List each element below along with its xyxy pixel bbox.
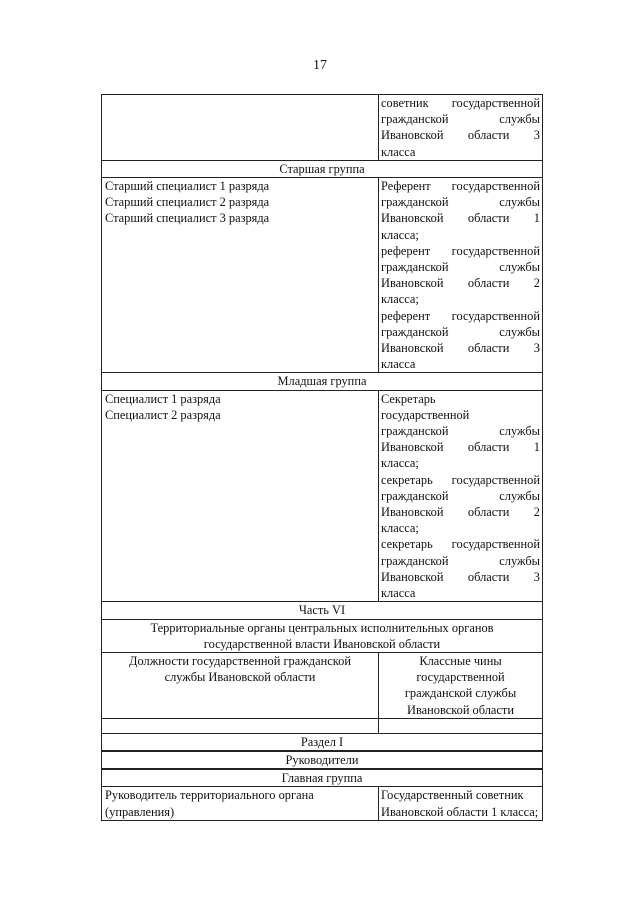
table-row: [101, 94, 543, 160]
position-cell: [102, 391, 379, 602]
table-row: [101, 786, 543, 820]
rank-cell: [379, 787, 542, 819]
rank-line: класса: [381, 357, 416, 372]
position-cell: [102, 178, 379, 372]
position-cell: [102, 787, 379, 819]
rank-line: гражданской службы: [381, 195, 540, 210]
group-header-row: [101, 768, 543, 786]
position-line: (управления): [105, 804, 175, 819]
position-line: Специалист 2 разряда: [105, 407, 221, 422]
section-label: Раздел I: [300, 734, 344, 749]
rank-line: секретарь государственной: [381, 472, 540, 487]
group-header-row: [101, 160, 543, 177]
rank-line: Референт государственной: [381, 179, 540, 194]
position-line: Старший специалист 1 разряда: [105, 179, 270, 194]
rank-line: Государственный советник: [381, 788, 524, 803]
rank-line: Секретарь: [381, 391, 436, 406]
rank-line: класса;: [381, 227, 419, 242]
rank-line: Ивановской области 2: [381, 505, 540, 520]
table-row: [101, 177, 543, 372]
column-header-positions: Должности государственной гражданской службы Ивановской области: [102, 653, 379, 718]
column-header-ranks: Классные чины государственной гражданской службы Ивановской области: [404, 653, 517, 717]
rank-line: класса;: [381, 456, 419, 471]
category-row: [101, 750, 543, 768]
rank-line: гражданской службы: [381, 112, 540, 127]
senior-group-label: Старшая группа: [279, 161, 365, 176]
rank-line: советник государственной: [381, 96, 540, 110]
rank-line: Ивановской области 1: [381, 211, 540, 226]
rank-cell: [379, 391, 542, 602]
rank-line: класса;: [381, 521, 419, 536]
rank-line: Ивановской области 1 класса;: [381, 804, 539, 819]
category-label: Руководители: [285, 752, 359, 767]
rank-line: гражданской службы: [381, 260, 540, 275]
main-group-label: Главная группа: [281, 771, 363, 786]
rank-line: класса;: [381, 292, 419, 307]
section-row: [101, 733, 543, 750]
rank-line: Ивановской области 3: [381, 569, 540, 584]
position-line: Руководитель территориального органа: [105, 788, 314, 803]
rank-line: референт государственной: [381, 243, 540, 258]
part-title: Территориальные органы центральных исполнительных органов государственной власти Ивановской области: [150, 620, 494, 651]
rank-line: гражданской службы: [381, 324, 540, 339]
rank-line: секретарь государственной: [381, 537, 540, 552]
rank-line: гражданской службы: [381, 553, 540, 568]
part-label: Часть VI: [298, 603, 346, 618]
rank-cell: [379, 178, 542, 372]
table-cell-empty: [102, 95, 379, 160]
rank-line: Ивановской области 3: [381, 341, 540, 356]
rank-cell: [379, 95, 542, 160]
table-cell-empty: [102, 719, 379, 733]
position-line: Специалист 1 разряда: [105, 391, 221, 406]
group-header-row: [101, 372, 543, 389]
column-header-row: [101, 652, 543, 718]
rank-line: класса: [381, 586, 416, 601]
rank-line: Ивановской области 1: [381, 440, 540, 455]
rank-line: гражданской службы: [381, 488, 540, 503]
table-row: [101, 390, 543, 602]
rank-line: референт государственной: [381, 308, 540, 323]
part-row: [101, 601, 543, 618]
page-number: 17: [313, 58, 327, 73]
position-line: Старший специалист 3 разряда: [105, 211, 270, 226]
table-cell-empty: [379, 719, 542, 733]
classification-table: [101, 94, 543, 821]
position-line: Старший специалист 2 разряда: [105, 195, 270, 210]
part-title-row: [101, 619, 543, 652]
rank-line: государственной: [381, 407, 470, 422]
rank-line: класса: [381, 144, 416, 159]
rank-line: Ивановской области 3: [381, 128, 540, 143]
rank-line: гражданской службы: [381, 424, 540, 439]
spacer-row: [101, 718, 543, 733]
rank-line: Ивановской области 2: [381, 276, 540, 291]
junior-group-label: Младшая группа: [277, 374, 367, 389]
